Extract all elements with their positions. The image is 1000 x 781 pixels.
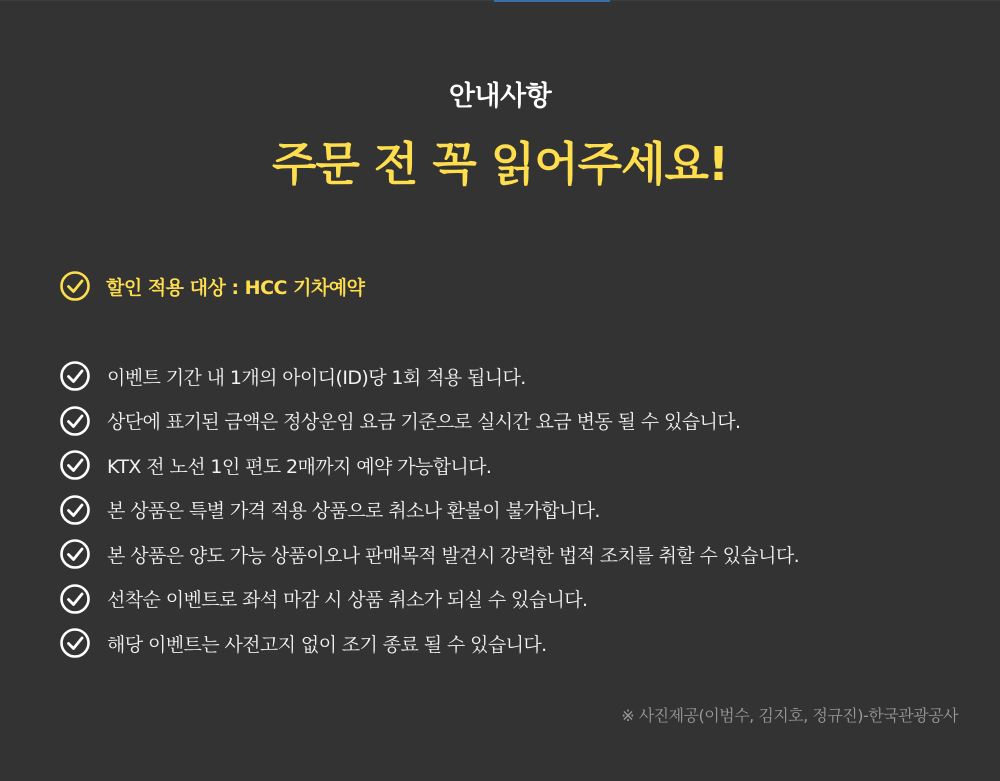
notice-item-text: 해당 이벤트는 사전고지 없이 조기 종료 될 수 있습니다. <box>107 633 547 656</box>
notice-item-text: 본 상품은 양도 가능 상품이오나 판매목적 발견시 강력한 법적 조치를 취할 수 있습니다. <box>107 544 800 567</box>
check-circle-icon <box>58 582 92 616</box>
notice-item <box>58 493 799 527</box>
notice-item <box>58 448 799 482</box>
check-circle-icon <box>58 269 92 303</box>
check-circle-icon <box>58 493 92 527</box>
check-circle-icon <box>58 626 92 660</box>
check-circle-icon <box>58 404 92 438</box>
discount-target-text: 할인 적용 대상 : HCC 기차예약 <box>106 276 365 299</box>
check-circle-icon <box>58 359 92 393</box>
notice-list <box>58 359 799 671</box>
notice-item-text: KTX 전 노선 1인 편도 2매까지 예약 가능합니다. <box>107 455 492 478</box>
notice-item <box>58 582 799 616</box>
notice-title: 주문 전 꼭 읽어주세요! <box>272 137 728 191</box>
notice-subtitle: 안내사항 <box>448 81 552 112</box>
notice-item <box>58 537 799 571</box>
notice-item-text: 선착순 이벤트로 좌석 마감 시 상품 취소가 되실 수 있습니다. <box>107 589 588 611</box>
notice-item <box>58 404 799 438</box>
check-circle-icon <box>58 448 92 482</box>
notice-item-text: 이벤트 기간 내 1개의 아이디(ID)당 1회 적용 됩니다. <box>107 366 526 389</box>
notice-item-text: 상단에 표기된 금액은 정상운임 요금 기준으로 실시간 요금 변동 될 수 있습니다. <box>107 411 741 433</box>
photo-credit: ※ 사진제공(이범수, 김지호, 정규진)-한국관광공사 <box>621 706 958 725</box>
notice-item <box>58 359 799 393</box>
check-circle-icon <box>58 537 92 571</box>
notice-item-text: 본 상품은 특별 가격 적용 상품으로 취소나 환불이 불가합니다. <box>107 500 600 522</box>
discount-target-row <box>58 269 365 303</box>
top-accent-bar <box>494 0 610 2</box>
notice-item <box>58 626 799 660</box>
